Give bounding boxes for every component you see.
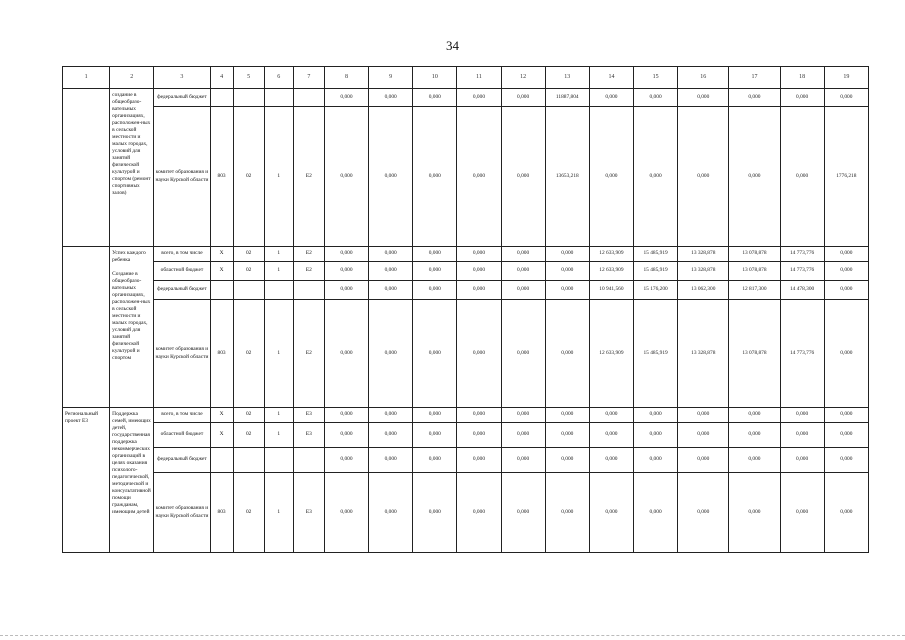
funding-source-cell: федеральный бюджет [154,281,210,300]
amount-cell: 0,000 [501,89,545,107]
amount-cell: 0,000 [545,423,589,448]
amount-cell: 0,000 [457,423,501,448]
budget-code-cell: 02 [233,408,264,423]
amount-cell: 0,000 [457,300,501,408]
budget-code-cell: E2 [293,262,324,281]
amount-cell: 0,000 [824,448,868,473]
amount-cell: 0,000 [678,408,729,423]
amount-cell: 0,000 [369,408,413,423]
amount-cell: 12 633,909 [589,300,633,408]
amount-cell: 0,000 [545,300,589,408]
funding-source-cell: областной бюджет [154,423,210,448]
column-number-header: 8 [324,67,368,89]
amount-cell: 0,000 [457,247,501,262]
amount-cell: 13 078,878 [729,262,780,281]
amount-cell: 0,000 [729,473,780,553]
amount-cell: 13653,218 [545,107,589,247]
funding-source-cell: комитет образования и науки Курской области [154,473,210,553]
amount-cell: 0,000 [369,107,413,247]
table-row [63,262,869,281]
column-number-header: 13 [545,67,589,89]
amount-cell: 14 773,776 [780,262,824,281]
amount-cell: 0,000 [824,300,868,408]
amount-cell: 0,000 [324,262,368,281]
budget-code-cell: 02 [233,300,264,408]
amount-cell: 0,000 [729,448,780,473]
table-row [63,281,869,300]
funding-source-cell: федеральный бюджет [154,89,210,107]
amount-cell: 0,000 [457,281,501,300]
amount-cell: 0,000 [589,89,633,107]
amount-cell: 0,000 [413,281,457,300]
amount-cell: 15 485,919 [634,247,678,262]
column-number-header: 18 [780,67,824,89]
amount-cell: 12 817,300 [729,281,780,300]
funding-source-cell: комитет образования и науки Курской области [154,107,210,247]
funding-source-cell: областной бюджет [154,262,210,281]
amount-cell: 0,000 [501,408,545,423]
budget-code-cell: 1 [264,107,293,247]
budget-code-cell: E2 [293,107,324,247]
amount-cell: 0,000 [369,281,413,300]
amount-cell: 13 078,878 [729,247,780,262]
budget-code-cell [293,281,324,300]
amount-cell: 13 328,878 [678,247,729,262]
amount-cell: 14 773,776 [780,247,824,262]
budget-code-cell: 02 [233,107,264,247]
amount-cell: 15 485,919 [634,262,678,281]
amount-cell: 0,000 [457,262,501,281]
budget-table [62,66,869,553]
amount-cell: 0,000 [824,408,868,423]
amount-cell: 0,000 [589,107,633,247]
amount-cell: 0,000 [634,473,678,553]
amount-cell: 10 941,560 [589,281,633,300]
budget-code-cell: E3 [293,423,324,448]
amount-cell: 0,000 [457,408,501,423]
table-row [63,408,869,423]
amount-cell: 0,000 [324,448,368,473]
table-row [63,247,869,262]
budget-code-cell: 1 [264,423,293,448]
budget-code-cell: X [210,262,233,281]
column-number-header: 14 [589,67,633,89]
amount-cell: 0,000 [369,300,413,408]
table-row [63,300,869,408]
event-name-cell: создание в общеобразо-вательных организациях, расположен-ных в сельской местности и малых городах, условий для занятий физической культурой и спортом (ремонт спортивных залов) [110,89,154,247]
amount-cell: 0,000 [729,408,780,423]
amount-cell: 14 773,776 [780,300,824,408]
amount-cell: 0,000 [589,448,633,473]
table-row [63,89,869,107]
page-number: 34 [446,38,459,53]
amount-cell: 0,000 [634,107,678,247]
amount-cell: 0,000 [545,473,589,553]
amount-cell: 13 062,300 [678,281,729,300]
column-number-header: 11 [457,67,501,89]
column-number-header: 5 [233,67,264,89]
amount-cell: 0,000 [545,262,589,281]
budget-code-cell: 02 [233,247,264,262]
amount-cell: 0,000 [678,89,729,107]
budget-code-cell [233,281,264,300]
amount-cell: 14 478,300 [780,281,824,300]
column-number-header: 2 [110,67,154,89]
amount-cell: 0,000 [545,247,589,262]
amount-cell: 13 328,878 [678,262,729,281]
amount-cell: 0,000 [824,281,868,300]
amount-cell: 1776,218 [824,107,868,247]
table-row [63,473,869,553]
amount-cell: 12 633,909 [589,247,633,262]
column-number-header: 15 [634,67,678,89]
event-name-cell: Успех каждого ребенка Создание в общеобразо-вательных организациях, расположен-ных в сельской местности и малых городах, условий для занятий физической культурой и спортом [110,247,154,408]
amount-cell: 0,000 [824,89,868,107]
amount-cell: 0,000 [824,262,868,281]
amount-cell: 0,000 [324,423,368,448]
funding-source-cell: федеральный бюджет [154,448,210,473]
amount-cell: 0,000 [729,89,780,107]
amount-cell: 0,000 [780,423,824,448]
amount-cell: 0,000 [501,300,545,408]
budget-code-cell: 1 [264,247,293,262]
amount-cell: 0,000 [589,473,633,553]
table-row [63,448,869,473]
amount-cell: 0,000 [678,448,729,473]
amount-cell: 0,000 [824,423,868,448]
amount-cell: 0,000 [369,423,413,448]
budget-code-cell [233,89,264,107]
amount-cell: 0,000 [501,281,545,300]
amount-cell: 0,000 [729,107,780,247]
column-number-header: 17 [729,67,780,89]
budget-code-cell: 1 [264,408,293,423]
project-name-cell [63,247,110,408]
amount-cell: 0,000 [824,473,868,553]
amount-cell: 0,000 [369,448,413,473]
budget-code-cell [210,89,233,107]
amount-cell: 13 328,878 [678,300,729,408]
amount-cell: 0,000 [678,473,729,553]
amount-cell: 0,000 [457,89,501,107]
budget-code-cell [210,281,233,300]
budget-code-cell [264,89,293,107]
table-row [63,423,869,448]
budget-code-cell [210,448,233,473]
column-number-header: 10 [413,67,457,89]
amount-cell: 0,000 [501,262,545,281]
budget-code-cell: 803 [210,473,233,553]
amount-cell: 0,000 [369,262,413,281]
header-row [63,67,869,89]
budget-code-cell [293,448,324,473]
amount-cell: 0,000 [501,107,545,247]
budget-code-cell: E3 [293,408,324,423]
column-number-header: 16 [678,67,729,89]
funding-source-cell: всего, в том числе [154,247,210,262]
table-row [63,107,869,247]
project-name-cell: Региональный проект E3 [63,408,110,553]
column-number-header: 7 [293,67,324,89]
amount-cell: 0,000 [545,408,589,423]
funding-source-cell: всего, в том числе [154,408,210,423]
amount-cell: 0,000 [413,89,457,107]
amount-cell: 0,000 [678,107,729,247]
amount-cell: 0,000 [324,281,368,300]
page-bottom-edge [0,635,905,637]
amount-cell: 0,000 [413,300,457,408]
amount-cell: 0,000 [501,448,545,473]
amount-cell: 13 078,878 [729,300,780,408]
amount-cell: 0,000 [501,247,545,262]
amount-cell: 0,000 [634,448,678,473]
amount-cell: 0,000 [780,408,824,423]
budget-code-cell: 02 [233,262,264,281]
budget-code-cell: 02 [233,473,264,553]
amount-cell: 15 485,919 [634,300,678,408]
amount-cell: 0,000 [413,107,457,247]
amount-cell: 0,000 [545,448,589,473]
column-number-header: 3 [154,67,210,89]
amount-cell: 0,000 [369,89,413,107]
budget-code-cell: X [210,408,233,423]
budget-code-cell: 803 [210,300,233,408]
amount-cell: 0,000 [729,423,780,448]
amount-cell: 0,000 [678,423,729,448]
amount-cell: 0,000 [457,448,501,473]
amount-cell: 12 633,909 [589,262,633,281]
amount-cell: 0,000 [780,107,824,247]
column-number-header: 19 [824,67,868,89]
budget-code-cell: X [210,423,233,448]
budget-code-cell: E2 [293,247,324,262]
budget-code-cell: 02 [233,423,264,448]
amount-cell: 0,000 [780,448,824,473]
amount-cell: 0,000 [634,89,678,107]
budget-code-cell: 803 [210,107,233,247]
event-name-cell: Поддержка семей, имеющих детей, государственная поддержка некоммерческих организаций в целях оказания психолого-педагогической, методической и консультативной помощи гражданам, имеющим детей [110,408,154,553]
amount-cell: 0,000 [457,107,501,247]
budget-code-cell: E2 [293,300,324,408]
amount-cell: 0,000 [324,89,368,107]
amount-cell: 0,000 [545,281,589,300]
budget-code-cell [293,89,324,107]
amount-cell: 0,000 [634,408,678,423]
amount-cell: 0,000 [589,423,633,448]
budget-code-cell: 1 [264,300,293,408]
project-name-cell [63,89,110,247]
column-number-header: 9 [369,67,413,89]
budget-code-cell [264,281,293,300]
amount-cell: 0,000 [324,107,368,247]
amount-cell: 0,000 [324,473,368,553]
amount-cell: 0,000 [413,473,457,553]
amount-cell: 0,000 [589,408,633,423]
column-number-header: 6 [264,67,293,89]
amount-cell: 0,000 [780,89,824,107]
column-number-header: 1 [63,67,110,89]
column-number-header: 12 [501,67,545,89]
budget-code-cell [264,448,293,473]
amount-cell: 0,000 [324,408,368,423]
amount-cell: 0,000 [413,448,457,473]
amount-cell: 0,000 [324,300,368,408]
amount-cell: 15 176,200 [634,281,678,300]
budget-code-cell: 1 [264,262,293,281]
budget-code-cell [233,448,264,473]
budget-code-cell: 1 [264,473,293,553]
budget-code-cell: E3 [293,473,324,553]
amount-cell: 0,000 [501,473,545,553]
amount-cell: 0,000 [457,473,501,553]
column-number-header: 4 [210,67,233,89]
amount-cell: 0,000 [413,423,457,448]
funding-source-cell: комитет образования и науки Курской области [154,300,210,408]
amount-cell: 11887,804 [545,89,589,107]
amount-cell: 0,000 [413,262,457,281]
budget-code-cell: X [210,247,233,262]
amount-cell: 0,000 [324,247,368,262]
amount-cell: 0,000 [501,423,545,448]
amount-cell: 0,000 [413,247,457,262]
amount-cell: 0,000 [369,247,413,262]
amount-cell: 0,000 [369,473,413,553]
amount-cell: 0,000 [634,423,678,448]
amount-cell: 0,000 [413,408,457,423]
amount-cell: 0,000 [824,247,868,262]
amount-cell: 0,000 [780,473,824,553]
